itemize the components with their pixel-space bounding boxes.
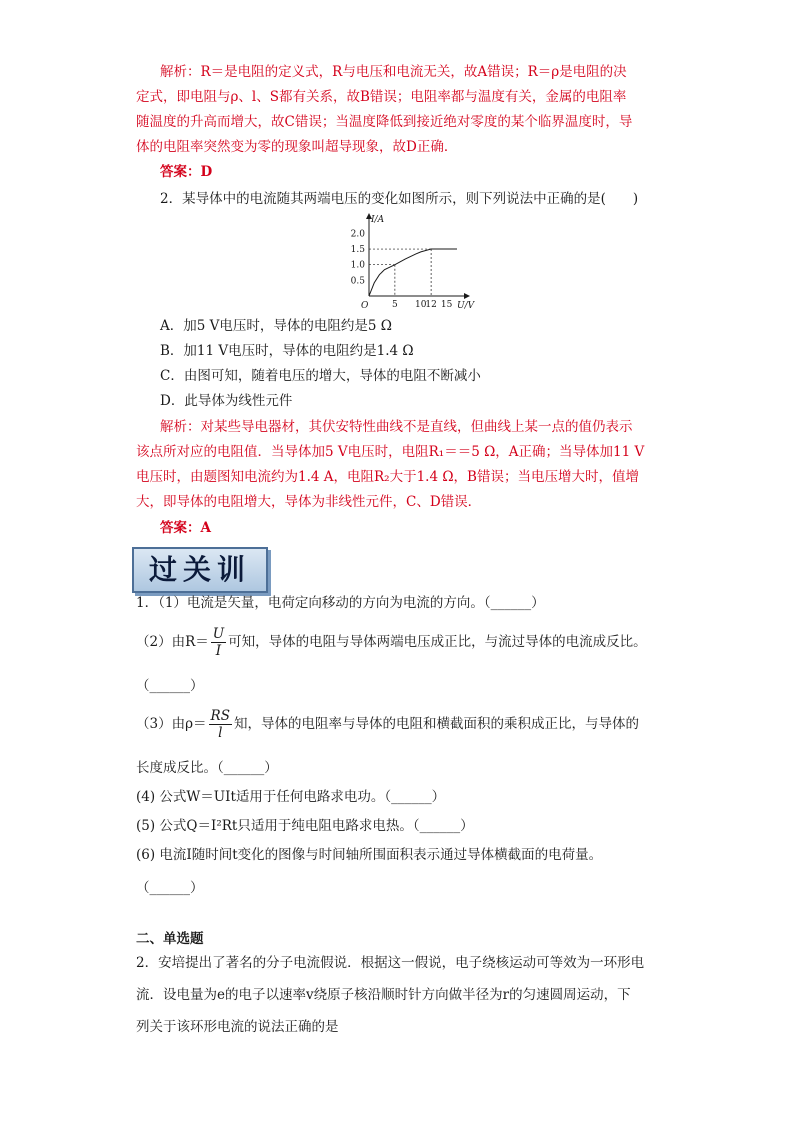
x-tick-label: 15 <box>440 300 453 310</box>
fraction-u-over-i <box>211 626 226 659</box>
y-tick-label: 1.0 <box>350 260 365 271</box>
analysis-1-line-3: 随温度的升高而增大，故C错误；当温度降低到接近绝对零度的某个临界温度时，导 <box>136 114 633 130</box>
exercise-1-statement-2 <box>136 622 647 662</box>
section-2-question-line-2: 流．设电量为e的电子以速率v绕原子核沿顺时针方向做半径为r的匀速圆周运动，下 <box>136 987 631 1003</box>
analysis-1-line-1: 解析：R＝是电阻的定义式，R与电压和电流无关，故A错误；R＝ρ是电阻的决 <box>160 64 627 80</box>
x-tick-label: 12 <box>425 300 437 310</box>
exercise-1-statement-1: 1．（1）电流是矢量，电荷定向移动的方向为电流的方向。（______） <box>136 595 545 611</box>
x-axis-label: U/V <box>457 301 475 311</box>
analysis-2-line-1: 解析：对某些导电器材，其伏安特性曲线不是直线，但曲线上某一点的值仍表示 <box>160 419 633 435</box>
fraction-rs-over-l <box>209 708 232 741</box>
analysis-2-line-4: 大，即导体的电阻增大，导体为非线性元件，C、D错误． <box>136 494 482 510</box>
option-c: C．由图可知，随着电压的增大，导体的电阻不断减小 <box>160 368 481 384</box>
fraction-denominator: I <box>215 643 222 659</box>
analysis-2-line-3: 电压时，由题图知电流约为1.4 A，电阻R₂大于1.4 Ω，B错误；当电压增大时，值增 <box>136 469 639 485</box>
fraction-denominator: l <box>218 725 223 741</box>
section-2-question-line-3: 列关于该环形电流的说法正确的是 <box>136 1019 339 1035</box>
y-tick-label: 2.0 <box>350 229 365 240</box>
statement-3-prefix: （3）由ρ＝ <box>136 716 207 732</box>
iv-curve <box>369 249 457 296</box>
y-tick-label: 1.5 <box>350 245 365 256</box>
origin-label: O <box>361 301 369 311</box>
section-2-title: 二、单选题 <box>136 931 204 947</box>
section-banner <box>132 547 268 593</box>
answer-1: 答案：D <box>160 164 213 180</box>
statement-2-text: 可知，导体的电阻与导体两端电压成正比，与流过导体的电流成反比。 <box>228 634 647 650</box>
statement-3-text: 知，导体的电阻率与导体的电阻和横截面积的乘积成正比，与导体的 <box>233 716 639 732</box>
x-tick-label: 10 <box>415 300 427 310</box>
exercise-1-statement-6-blank: （______） <box>136 880 204 896</box>
y-tick-label: 0.5 <box>350 276 365 287</box>
statement-2-prefix: （2）由R＝ <box>136 634 209 650</box>
exercise-1-statement-5: (5) 公式Q＝I²Rt只适用于纯电阻电路求电热。（______） <box>136 818 474 834</box>
exercise-1-statement-3 <box>136 704 639 744</box>
answer-2: 答案：A <box>160 520 211 536</box>
analysis-1-line-2: 定式，即电阻与ρ、l、S都有关系，故B错误；电阻率都与温度有关，金属的电阻率 <box>136 89 627 105</box>
analysis-1-line-4: 体的电阻率突然变为零的现象叫超导现象，故D正确． <box>136 139 458 155</box>
exercise-1-statement-2-blank: （______） <box>136 678 204 694</box>
question-2-stem: 2．某导体中的电流随其两端电压的变化如图所示，则下列说法中正确的是( ) <box>160 191 639 207</box>
option-d: D．此导体为线性元件 <box>160 393 293 409</box>
section-banner-label: 过关训 <box>148 553 251 586</box>
section-2-question-line-1: 2．安培提出了著名的分子电流假说．根据这一假说，电子绕核运动可等效为一环形电 <box>136 955 645 971</box>
x-tick-label: 5 <box>392 300 398 310</box>
y-axis-label: I/A <box>371 215 385 225</box>
exercise-1-statement-4: (4) 公式W＝UIt适用于任何电路求电功。（______） <box>136 789 446 805</box>
iv-curve-chart <box>335 212 475 312</box>
exercise-1-statement-6: (6) 电流I随时间t变化的图像与时间轴所围面积表示通过导体横截面的电荷量。 <box>136 847 603 863</box>
fraction-numerator: U <box>212 626 225 642</box>
option-a: A．加5 V电压时，导体的电阻约是5 Ω <box>160 318 392 334</box>
fraction-numerator: RS <box>210 708 230 724</box>
analysis-2-line-2: 该点所对应的电阻值．当导体加5 V电压时，电阻R₁＝＝5 Ω，A正确；当导体加11 V <box>136 444 645 460</box>
option-b: B．加11 V电压时，导体的电阻约是1.4 Ω <box>160 343 414 359</box>
exercise-1-statement-3-cont: 长度成反比。（______） <box>136 760 278 776</box>
